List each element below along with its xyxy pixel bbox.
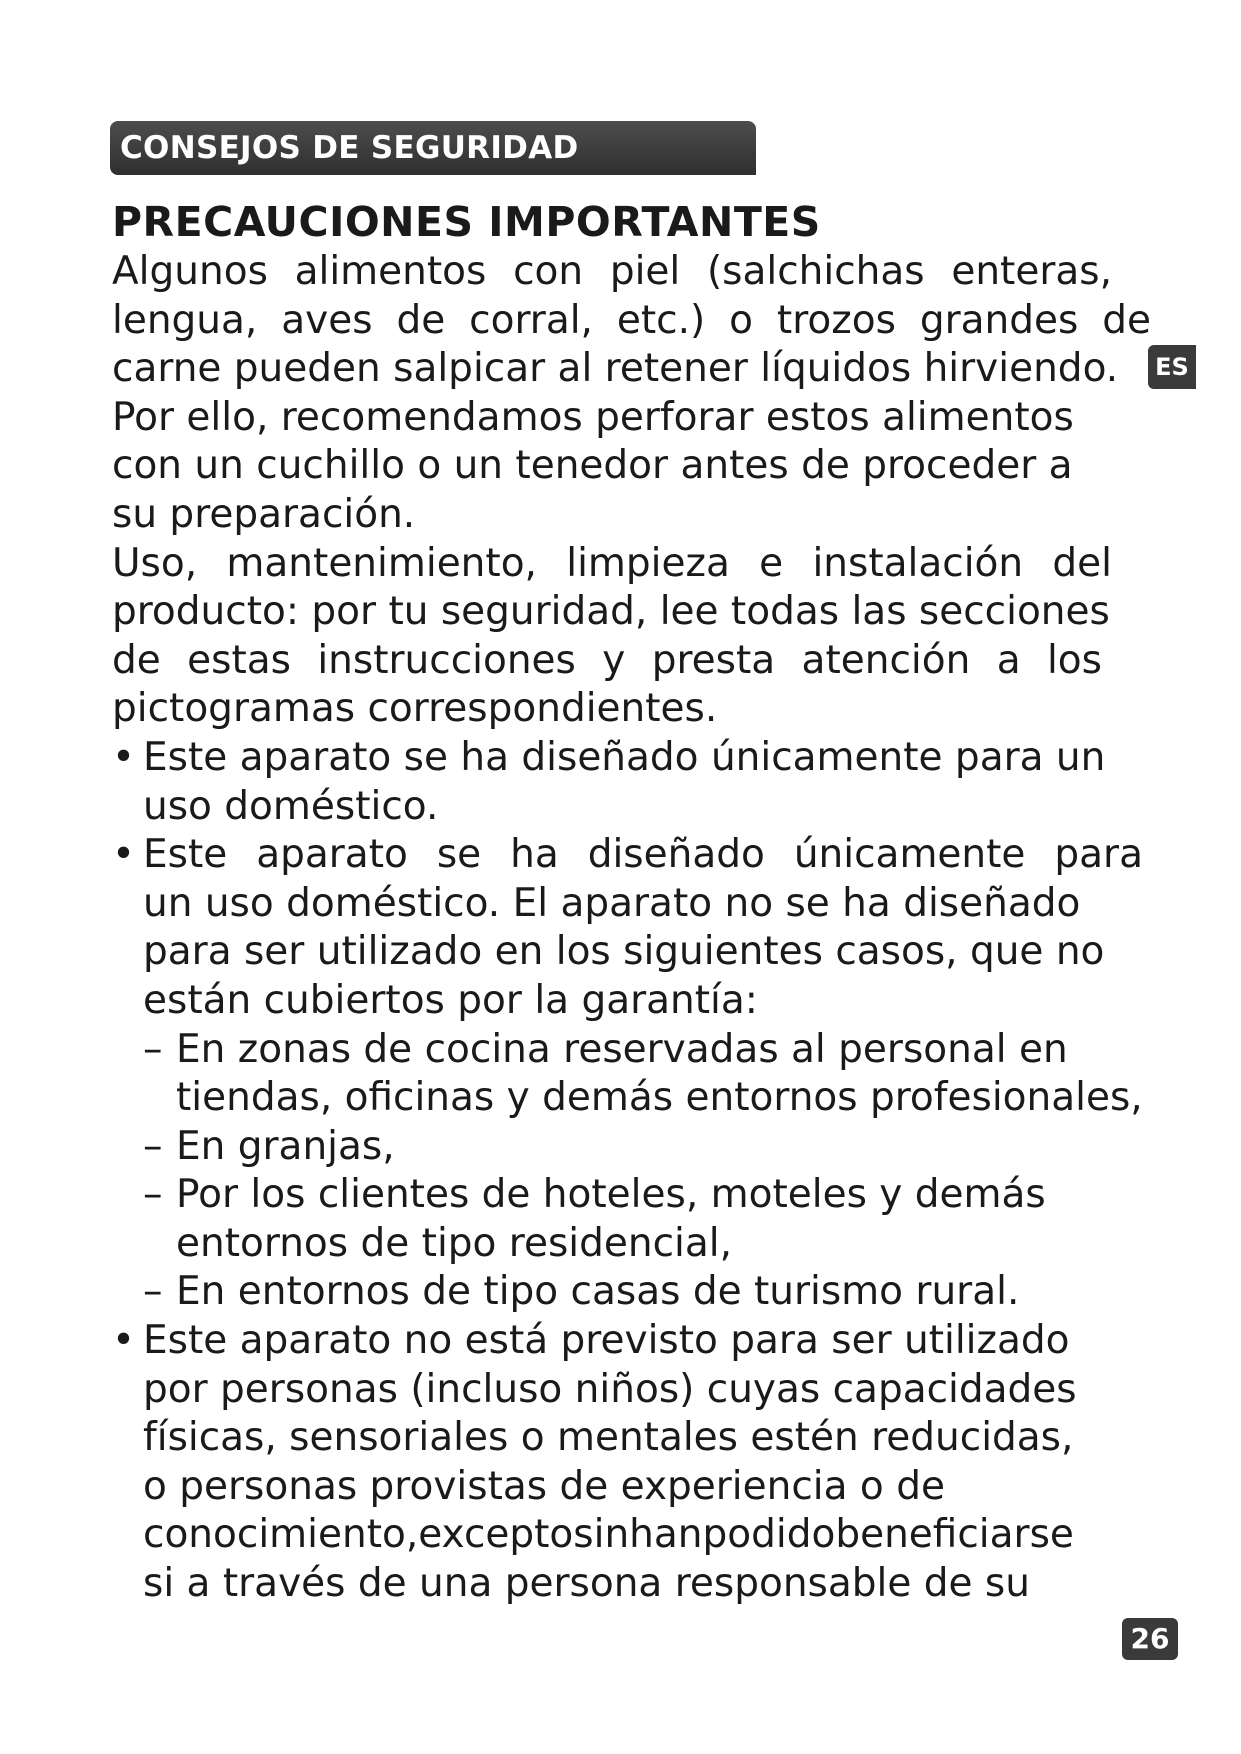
dash-text: En entornos de tipo casas de turismo rural.: [176, 1269, 1020, 1315]
bullet-text: Este aparato no está previsto para ser utilizado: [143, 1318, 1070, 1364]
text-line: lengua, aves de corral, etc.) o trozos grandes de: [112, 297, 1151, 343]
dash-icon: –: [143, 1026, 163, 1072]
bullet-line: [112, 831, 1143, 880]
text-line: conocimiento,exceptosinhanpodidobeneficiarse: [143, 1512, 1074, 1558]
dash-text: En zonas de cocina reservadas al personal en: [176, 1026, 1068, 1072]
section-header-label: CONSEJOS DE SEGURIDAD: [120, 130, 579, 166]
text-line: si a través de una persona responsable de su: [143, 1561, 1030, 1607]
page-number: 26: [1122, 1618, 1178, 1660]
body-text: [112, 248, 1162, 1609]
text-line: por personas (incluso niños) cuyas capacidades: [143, 1366, 1077, 1412]
bullet-text: Este aparato se ha diseñado únicamente para un: [143, 734, 1106, 780]
bullet-icon: •: [112, 832, 136, 878]
text-line: un uso doméstico. El aparato no se ha diseñado: [143, 880, 1081, 926]
dash-icon: –: [143, 1269, 163, 1315]
bullet-text: Este aparato se ha diseñado únicamente para: [143, 832, 1143, 878]
text-line: están cubiertos por la garantía:: [143, 977, 758, 1023]
text-line: entornos de tipo residencial,: [176, 1220, 732, 1266]
dash-line: [143, 1123, 1162, 1172]
text-line: Uso, mantenimiento, limpieza e instalación del: [112, 540, 1112, 586]
dash-text: En granjas,: [176, 1123, 395, 1169]
bullet-icon: •: [112, 734, 136, 780]
dash-icon: –: [143, 1123, 163, 1169]
bullet-line: [112, 734, 1162, 783]
text-line: Algunos alimentos con piel (salchichas enteras,: [112, 249, 1112, 294]
text-line: pictogramas correspondientes.: [112, 686, 718, 732]
text-line: físicas, sensoriales o mentales estén reducidas,: [143, 1415, 1074, 1461]
text-line: Por ello, recomendamos perforar estos alimentos: [112, 394, 1074, 440]
text-line: carne pueden salpicar al retener líquidos hirviendo.: [112, 346, 1119, 392]
dash-icon: –: [143, 1172, 163, 1218]
text-line: para ser utilizado en los siguientes casos, que no: [143, 929, 1105, 975]
dash-line: [143, 1171, 1162, 1220]
page-heading: PRECAUCIONES IMPORTANTES: [112, 198, 821, 246]
bullet-icon: •: [112, 1318, 136, 1364]
language-tab: ES: [1148, 345, 1196, 389]
text-line: tiendas, oficinas y demás entornos profesionales,: [176, 1075, 1143, 1121]
bullet-line: [112, 1317, 1162, 1366]
text-line: de estas instrucciones y presta atención a los: [112, 637, 1102, 683]
text-line: uso doméstico.: [143, 783, 439, 829]
section-header-bar: [110, 121, 756, 175]
dash-line: [143, 1026, 1162, 1075]
text-line: su preparación.: [112, 491, 416, 537]
text-line: producto: por tu seguridad, lee todas las secciones: [112, 589, 1110, 635]
dash-text: Por los clientes de hoteles, moteles y demás: [176, 1172, 1046, 1218]
text-line: o personas provistas de experiencia o de: [143, 1463, 945, 1509]
text-line: con un cuchillo o un tenedor antes de proceder a: [112, 443, 1073, 489]
dash-line: [143, 1268, 1162, 1317]
